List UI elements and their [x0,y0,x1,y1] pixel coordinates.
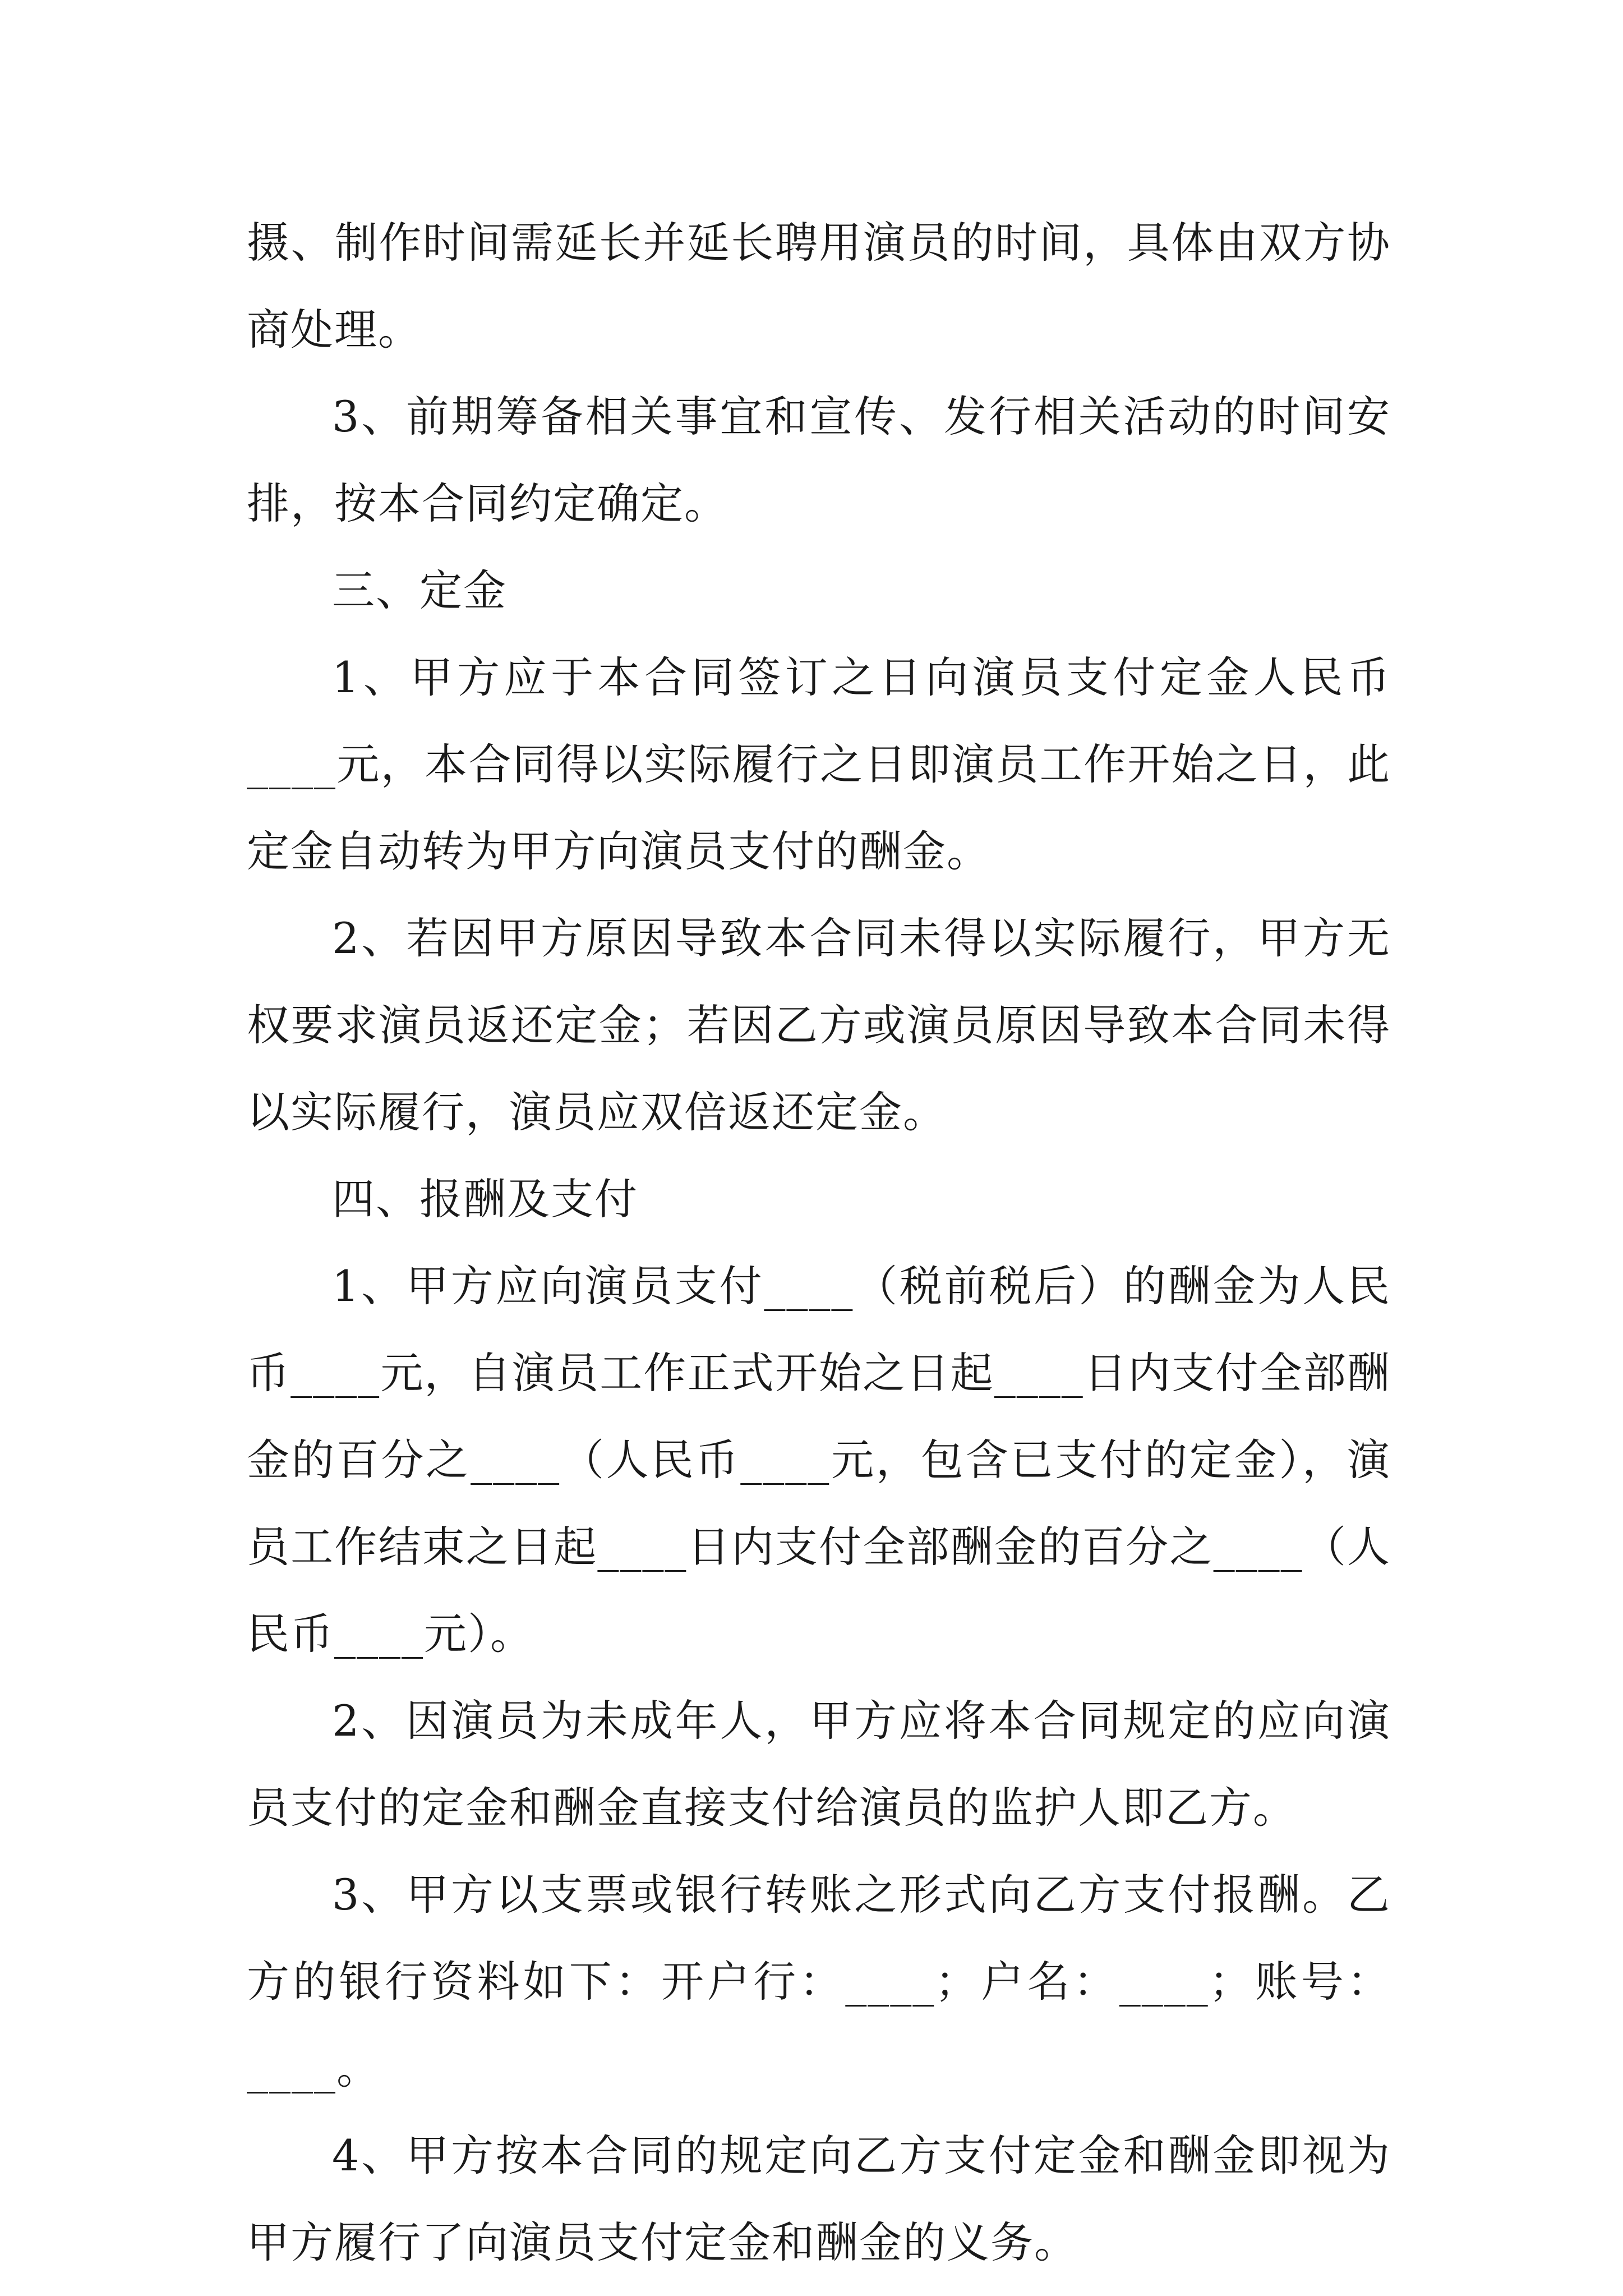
paragraph-obligation-fulfilled: 4、甲方按本合同的规定向乙方支付定金和酬金即视为甲方履行了向演员支付定金和酬金的义务。 [247,2131,1391,2267]
section-heading-deposit: 三、定金 [332,565,507,615]
paragraph-deposit-payment: 1、甲方应于本合同签订之日向演员支付定金人民币____元，本合同得以实际履行之日即演员工作开始之日，此定金自动转为甲方向演员支付的酬金。 [247,652,1391,876]
paragraph-bank-details: 3、甲方以支票或银行转账之形式向乙方支付报酬。乙方的银行资料如下：开户行：____；户名：____；账号：____。 [247,1870,1391,2093]
paragraph-remuneration-amount: 1、甲方应向演员支付____（税前税后）的酬金为人民币____元，自演员工作正式开始之日起____日内支付全部酬金的百分之____（人民币____元，包含已支付的定金），演员工作结束之日起____日内支付全部酬金的百分之____（人民币____元）。 [247,1261,1391,1659]
document-body [247,199,1391,2286]
paragraph-schedule-arrangement: 3、前期筹备相关事宜和宣传、发行相关活动的时间安排，按本合同约定确定。 [247,392,1391,528]
paragraph-deposit-return: 2、若因甲方原因导致本合同未得以实际履行，甲方无权要求演员返还定金；若因乙方或演员原因导致本合同未得以实际履行，演员应双倍返还定金。 [247,913,1391,1137]
paragraph-guardian-payment: 2、因演员为未成年人，甲方应将本合同规定的应向演员支付的定金和酬金直接支付给演员的监护人即乙方。 [247,1696,1391,1833]
section-heading-remuneration: 四、报酬及支付 [332,1174,638,1224]
paragraph-continuation: 摄、制作时间需延长并延长聘用演员的时间，具体由双方协商处理。 [247,218,1391,355]
